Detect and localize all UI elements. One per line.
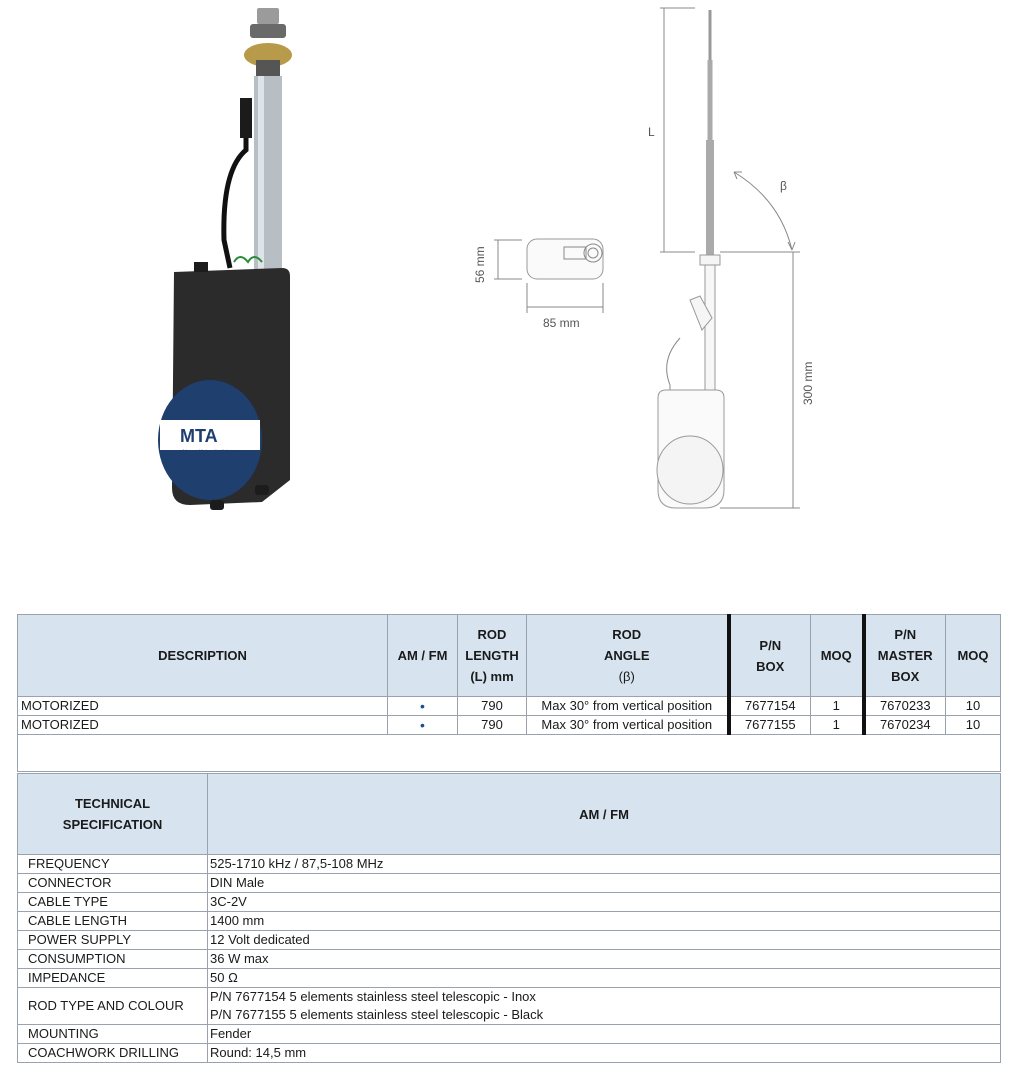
spec-key: POWER SUPPLY (18, 931, 208, 950)
row-pn-box: 7677154 (729, 697, 811, 716)
spec-row (18, 1025, 1001, 1044)
header-technical-specification (18, 774, 208, 855)
spec-value: 1400 mm (208, 912, 1001, 931)
angle-label: β (780, 179, 787, 193)
row-am-fm: • (388, 697, 458, 716)
product-table (17, 614, 1001, 772)
spec-key: MOUNTING (18, 1025, 208, 1044)
header-rod-angle (527, 615, 729, 697)
spec-key: CABLE TYPE (18, 893, 208, 912)
spec-key: COACHWORK DRILLING (18, 1044, 208, 1063)
logo-tagline: Advanced Automotive Antennas (182, 448, 239, 453)
header-am-fm-spec: AM / FM (208, 774, 1001, 855)
row-moq-master: 10 (946, 716, 1001, 735)
spec-key: CONNECTOR (18, 874, 208, 893)
spec-value-line1: P/N 7677154 5 elements stainless steel telescopic - Inox (210, 989, 536, 1004)
header-rod-length-line3: (L) mm (470, 669, 514, 684)
row-pn-master-box: 7670234 (864, 716, 946, 735)
row-moq-master: 10 (946, 697, 1001, 716)
row-moq: 1 (811, 716, 864, 735)
spec-table (17, 773, 1001, 1063)
box-width-label: 85 mm (543, 316, 580, 330)
spec-key: CABLE LENGTH (18, 912, 208, 931)
header-moq: MOQ (811, 615, 864, 697)
row-rod-length: 790 (458, 697, 527, 716)
spec-row (18, 950, 1001, 969)
header-spec-line2: SPECIFICATION (62, 817, 163, 832)
header-rod-angle-line1: ROD (612, 627, 642, 642)
antenna-dimension-drawing (630, 0, 830, 520)
row-pn-box: 7677155 (729, 716, 811, 735)
spec-value: 50 Ω (208, 969, 1001, 988)
spec-row (18, 931, 1001, 950)
header-pn-box-line1: P/N (759, 637, 782, 653)
spec-row (18, 912, 1001, 931)
header-pn-box (729, 615, 811, 697)
row-pn-master-box: 7670233 (864, 697, 946, 716)
table-row (18, 697, 1001, 716)
header-rod-length (458, 615, 527, 697)
header-spec-line1: TECHNICAL (74, 796, 151, 811)
spec-value-line2: P/N 7677155 5 elements stainless steel telescopic - Black (210, 1007, 544, 1022)
spec-value: 36 W max (208, 950, 1001, 969)
header-rod-length-line1: ROD (477, 627, 507, 642)
spec-value: 3C-2V (208, 893, 1001, 912)
header-description: DESCRIPTION (18, 615, 388, 697)
spec-row (18, 1044, 1001, 1063)
rod-length-label: L (648, 125, 655, 139)
spec-row (18, 874, 1001, 893)
body-height-label: 300 mm (801, 361, 815, 405)
box-height-label: 56 mm (473, 246, 487, 283)
row-rod-angle: Max 30° from vertical position (527, 697, 729, 716)
spec-value: Fender (208, 1025, 1001, 1044)
spec-key: IMPEDANCE (18, 969, 208, 988)
spec-row (18, 988, 1001, 1025)
header-pn-master-box (864, 615, 946, 697)
table-spacer (18, 735, 1001, 772)
header-rod-angle-line3: (β) (618, 669, 635, 684)
spacer-cell (18, 735, 1001, 772)
spec-value: Round: 14,5 mm (208, 1044, 1001, 1063)
spec-key: CONSUMPTION (18, 950, 208, 969)
row-description: MOTORIZED (18, 697, 388, 716)
row-moq: 1 (811, 697, 864, 716)
header-am-fm: AM / FM (388, 615, 458, 697)
spec-row (18, 893, 1001, 912)
product-photo (150, 0, 310, 520)
header-rod-length-line2: LENGTH (465, 648, 519, 663)
spec-key: FREQUENCY (18, 855, 208, 874)
spec-value: DIN Male (208, 874, 1001, 893)
spec-row (18, 969, 1001, 988)
spec-key: ROD TYPE AND COLOUR (18, 988, 208, 1025)
header-pn-master-line2: MASTER (877, 648, 933, 663)
box-dimension-drawing (460, 225, 620, 335)
header-pn-master-line3: BOX (891, 669, 920, 684)
logo-text: MTA (180, 426, 218, 446)
header-rod-angle-line2: ANGLE (604, 648, 650, 663)
table-row (18, 716, 1001, 735)
row-rod-length: 790 (458, 716, 527, 735)
header-pn-box-line2: BOX (756, 658, 785, 674)
spec-value: 12 Volt dedicated (208, 931, 1001, 950)
spec-value: 525-1710 kHz / 87,5-108 MHz (208, 855, 1001, 874)
row-description: MOTORIZED (18, 716, 388, 735)
header-pn-master-line1: P/N (894, 627, 917, 642)
spec-row (18, 855, 1001, 874)
spec-value (208, 988, 1001, 1025)
header-moq-master: MOQ (946, 615, 1001, 697)
row-rod-angle: Max 30° from vertical position (527, 716, 729, 735)
row-am-fm: • (388, 716, 458, 735)
